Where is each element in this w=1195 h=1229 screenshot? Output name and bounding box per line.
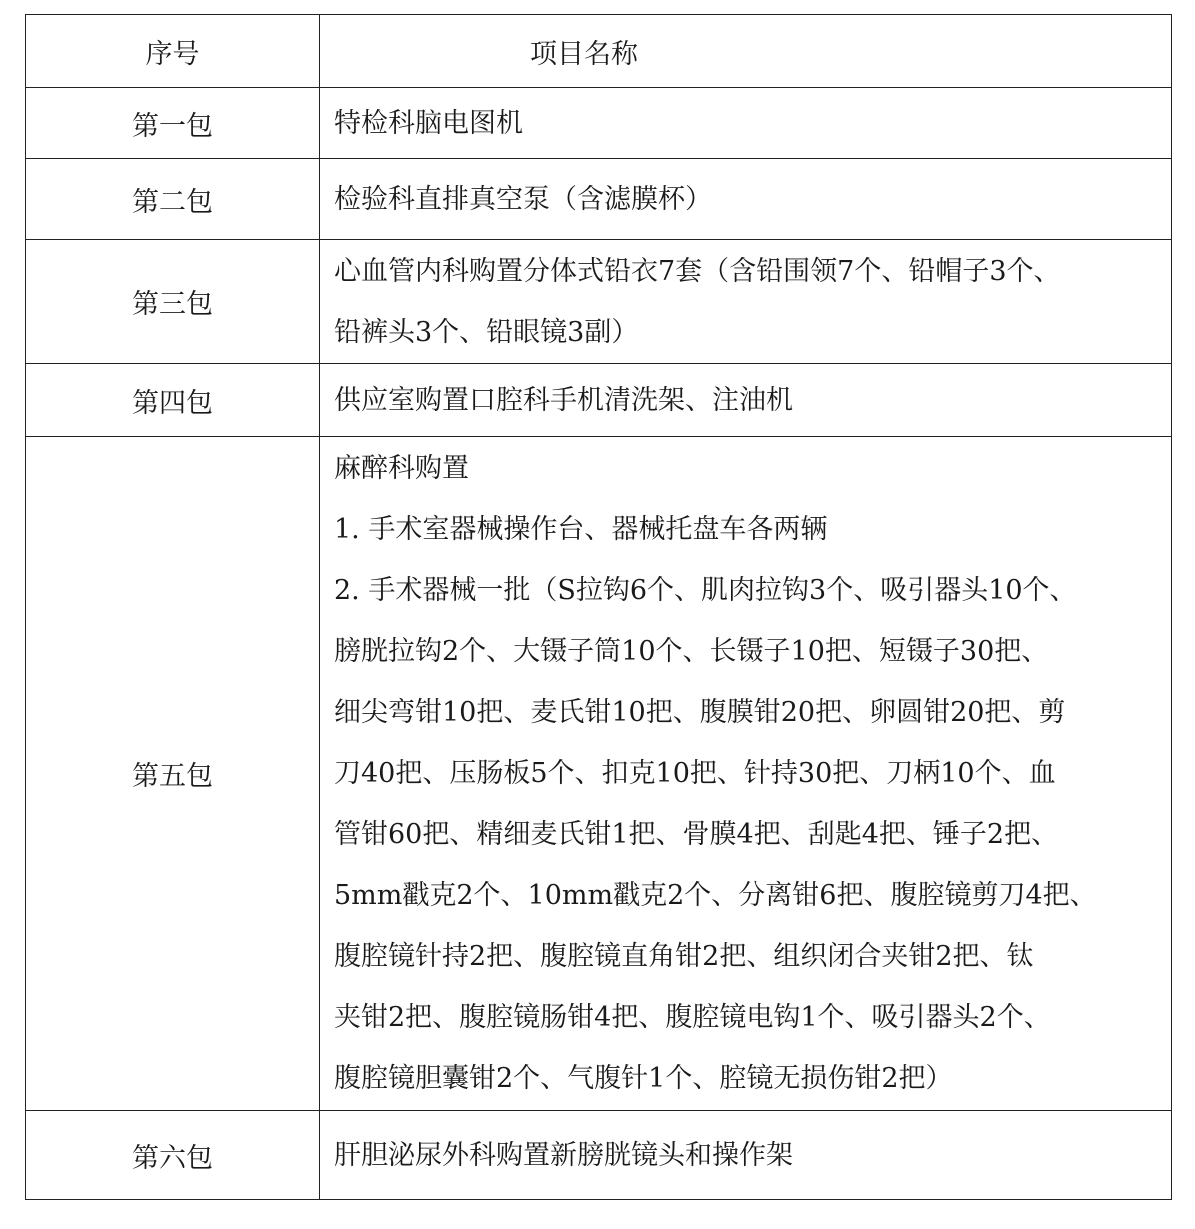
row-name [320,240,1172,364]
row-line: 供应室购置口腔科手机清洗架、注油机 [334,384,793,416]
row-seq: 第一包 [26,88,320,159]
row-line: 铅裤头3个、铅眼镜3副） [334,316,639,348]
row-seq: 第五包 [26,437,320,1111]
header-name: 项目名称 [320,15,1172,88]
row-seq: 第四包 [26,364,320,437]
row-line: 刀40把、压肠板5个、扣克10把、针持30把、刀柄10个、血 [334,758,1056,789]
row-line: 特检科脑电图机 [334,107,523,139]
row-name [320,364,1172,437]
table-row [26,364,1172,437]
header-row [26,15,1172,88]
row-seq: 第六包 [26,1111,320,1200]
row-name [320,1111,1172,1200]
row-seq: 第三包 [26,240,320,364]
row-line: 夹钳2把、腹腔镜肠钳4把、腹腔镜电钩1个、吸引器头2个、 [334,1002,1051,1033]
row-line: 检验科直排真空泵（含滤膜杯） [334,183,712,215]
row-seq: 第二包 [26,159,320,240]
row-line: 管钳60把、精细麦氏钳1把、骨膜4把、刮匙4把、锤子2把、 [334,819,1059,850]
row-line: 腹腔镜胆囊钳2个、气腹针1个、腔镜无损伤钳2把） [334,1063,953,1094]
table-row [26,1111,1172,1200]
table-row [26,437,1172,1111]
row-line: 2. 手术器械一批（S拉钩6个、肌肉拉钩3个、吸引器头10个、 [334,575,1077,606]
row-line: 心血管内科购置分体式铅衣7套（含铅围领7个、铅帽子3个、 [334,255,1061,287]
row-line: 5mm戳克2个、10mm戳克2个、分离钳6把、腹腔镜剪刀4把、 [334,880,1097,911]
table-row [26,88,1172,159]
row-name [320,437,1172,1111]
table-row [26,240,1172,364]
row-line: 细尖弯钳10把、麦氏钳10把、腹膜钳20把、卵圆钳20把、剪 [334,697,1066,728]
header-seq: 序号 [26,15,320,88]
row-line: 肝胆泌尿外科购置新膀胱镜头和操作架 [334,1139,793,1171]
row-line: 膀胱拉钩2个、大镊子筒10个、长镊子10把、短镊子30把、 [334,636,1049,667]
row-name [320,159,1172,240]
project-table [25,14,1172,1200]
row-name [320,88,1172,159]
row-line: 1. 手术室器械操作台、器械托盘车各两辆 [334,514,828,545]
row-line: 腹腔镜针持2把、腹腔镜直角钳2把、组织闭合夹钳2把、钛 [334,941,1034,972]
table-row [26,159,1172,240]
row-line: 麻醉科购置 [334,453,469,484]
